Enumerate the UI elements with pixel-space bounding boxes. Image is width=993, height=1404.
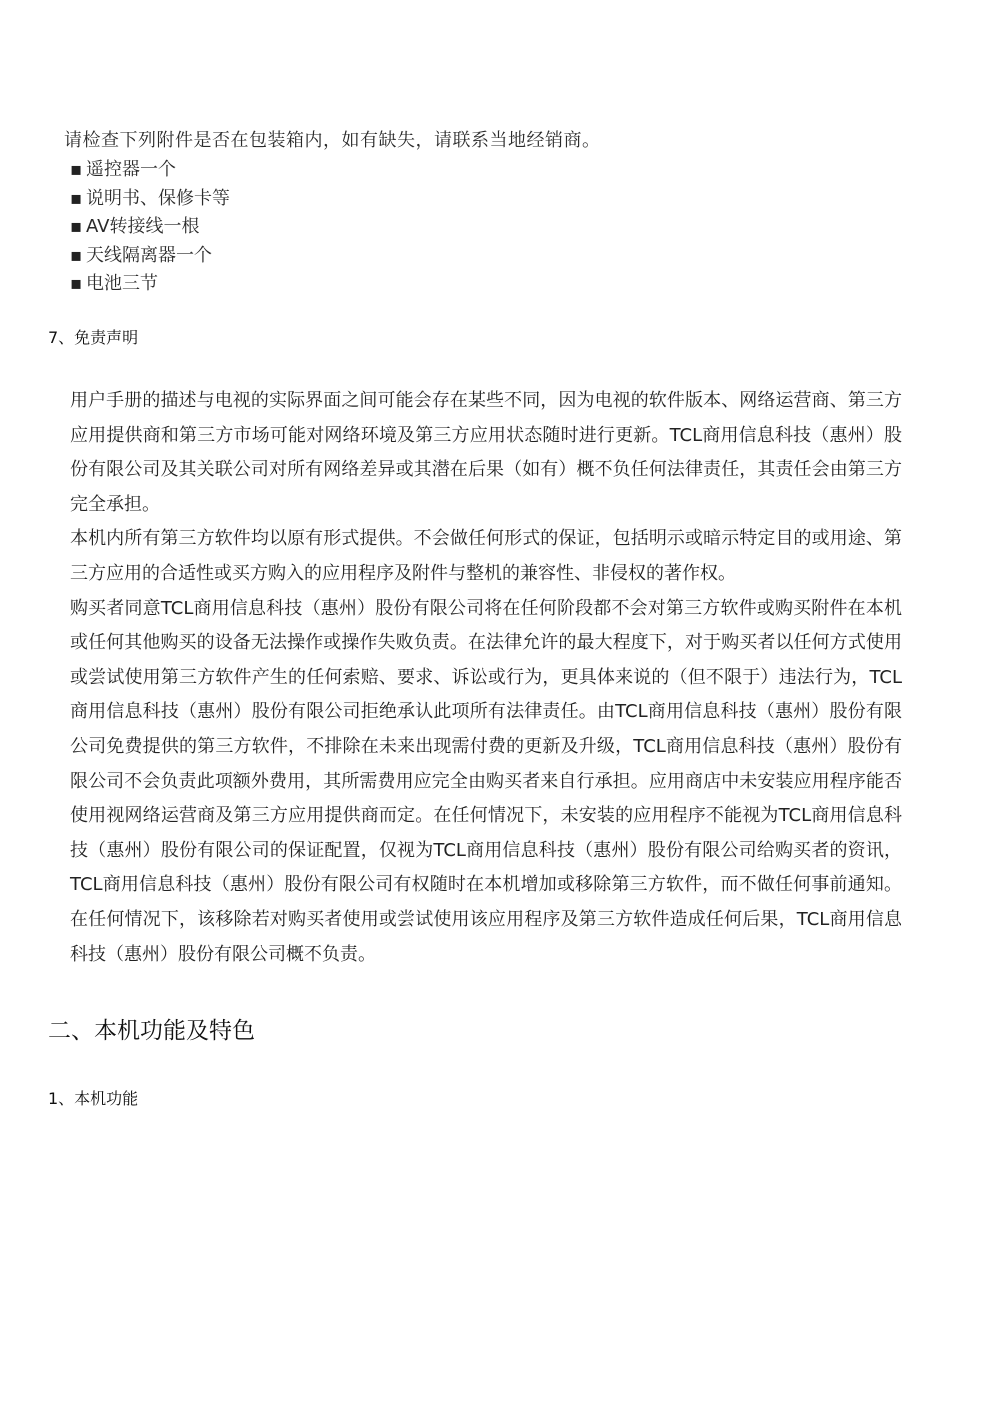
accessory-item-batteries: 电池三节 xyxy=(86,273,158,294)
bullet-icon: ▪ xyxy=(70,244,83,266)
disclaimer-body xyxy=(70,384,902,972)
accessory-item-manual: 说明书、保修卡等 xyxy=(86,187,230,209)
list-item xyxy=(70,213,230,242)
list-item xyxy=(70,242,230,271)
list-item xyxy=(70,270,230,299)
list-item xyxy=(70,156,230,185)
accessory-item-antenna-isolator: 天线隔离器一个 xyxy=(86,244,212,266)
list-item xyxy=(70,185,230,214)
accessory-item-remote: 遥控器一个 xyxy=(86,159,176,180)
accessory-intro: 请检查下列附件是否在包装箱内，如有缺失，请联系当地经销商。 xyxy=(64,130,601,151)
section-heading-disclaimer: 7、免责声明 xyxy=(48,328,139,347)
chapter-heading-features: 二、本机功能及特色 xyxy=(48,1018,255,1044)
disclaimer-paragraph-3: 购买者同意TCL商用信息科技（惠州）股份有限公司将在任何阶段都不会对第三方软件或购买附件在本机或任何其他购买的设备无法操作或操作失败负责。在法律允许的最大程度下，对于购买者以任何方式使用或尝试使用第三方软件产生的任何索赔、要求、诉讼或行为，更具体来说的（但不限于）违法行为，TCL商用信息科技（惠州）股份有限公司拒绝承认此项所有法律责任。由TCL商用信息科技（惠州）股份有限公司免费提供的第三方软件，不排除在未来出现需付费的更新及升级，TCL商用信息科技（惠州）股份有限公司不会负责此项额外费用，其所需费用应完全由购买者来自行承担。应用商店中未安装应用程序能否使用视网络运营商及第三方应用提供商而定。在任何情况下，未安装的应用程序不能视为TCL商用信息科技（惠州）股份有限公司的保证配置，仅视为TCL商用信息科技（惠州）股份有限公司给购买者的资讯，TCL商用信息科技（惠州）股份有限公司有权随时在本机增加或移除第三方软件，而不做任何事前通知。在任何情况下，该移除若对购买者使用或尝试使用该应用程序及第三方软件造成任何后果，TCL商用信息科技（惠州）股份有限公司概不负责。 xyxy=(70,597,902,965)
disclaimer-paragraph-1: 用户手册的描述与电视的实际界面之间可能会存在某些不同，因为电视的软件版本、网络运营商、第三方应用提供商和第三方市场可能对网络环境及第三方应用状态随时进行更新。TCL商用信息科技（惠州）股份有限公司及其关联公司对所有网络差异或其潜在后果（如有）概不负任何法律责任，其责任会由第三方完全承担。 xyxy=(70,390,902,515)
section-heading-functions: 1、本机功能 xyxy=(48,1089,139,1108)
accessory-list xyxy=(70,156,230,299)
bullet-icon: ▪ xyxy=(70,273,83,294)
accessory-item-av-cable: AV转接线一根 xyxy=(86,216,200,237)
disclaimer-paragraph-2: 本机内所有第三方软件均以原有形式提供。不会做任何形式的保证，包括明示或暗示特定目的或用途、第三方应用的合适性或买方购入的应用程序及附件与整机的兼容性、非侵权的著作权。 xyxy=(70,528,902,584)
bullet-icon: ▪ xyxy=(70,159,83,180)
bullet-icon: ▪ xyxy=(70,187,83,209)
bullet-icon: ▪ xyxy=(70,216,83,237)
